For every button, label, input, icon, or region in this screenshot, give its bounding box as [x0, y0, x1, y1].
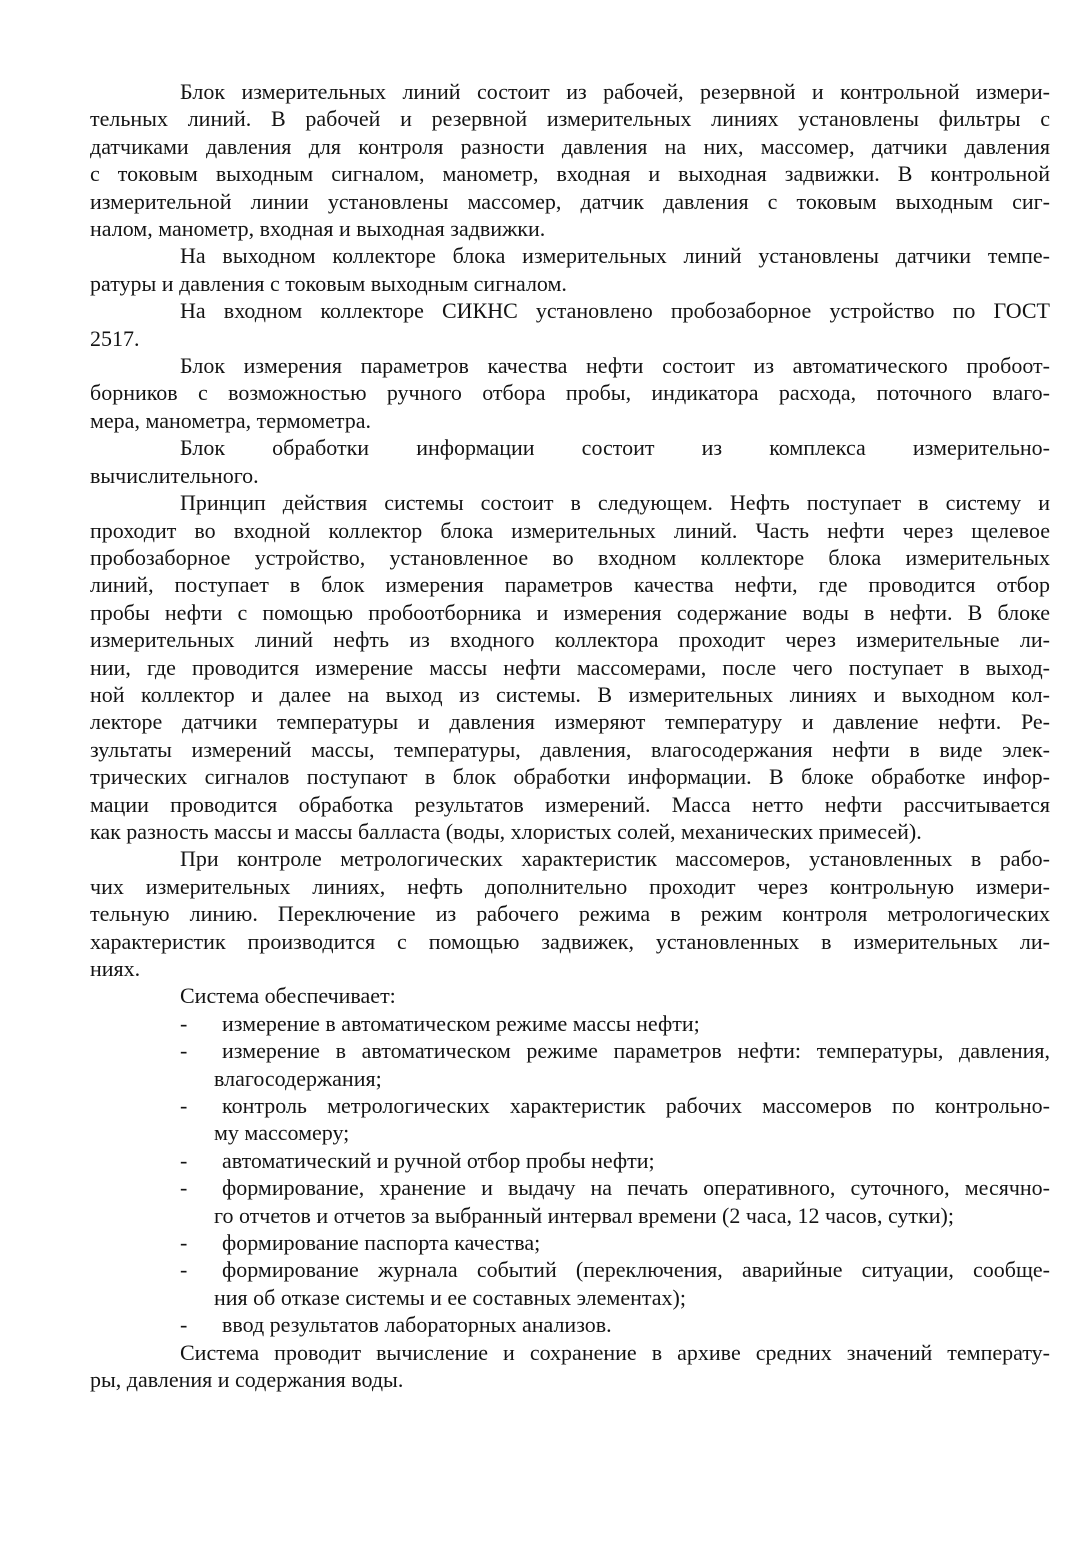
paragraph-line: вычислительного.: [90, 462, 259, 488]
list-dash: -: [180, 1093, 188, 1119]
paragraph-line: тельную линию. Переключение из рабочего режима в режим контроля метрологических: [90, 901, 1050, 927]
paragraph-line: датчиками давления для контроля разности давления на них, массомер, датчики давления: [90, 133, 1050, 159]
paragraph-line: Блок обработки информации состоит из комплекса измерительно-: [180, 435, 1050, 461]
text-block: [90, 78, 1050, 1394]
list-item-line: [90, 1256, 1050, 1283]
list-dash: -: [180, 1010, 188, 1036]
paragraph-line: измерительных линий нефть из входного коллектора проходит через измерительные ли-: [90, 627, 1050, 653]
paragraph-line: Блок измерительных линий состоит из рабочей, резервной и контрольной измери-: [180, 79, 1050, 104]
list-item-text: автоматический и ручной отбор пробы нефти;: [222, 1147, 655, 1173]
paragraph-line: Принцип действия системы состоит в следующем. Нефть поступает в систему и: [180, 490, 1050, 516]
paragraph-line: с токовым выходным сигналом, манометр, входная и выходная задвижки. В контрольной: [90, 161, 1050, 187]
paragraph-line: 2517.: [90, 325, 140, 351]
paragraph-line: пробозаборное устройство, установленное во входном коллекторе блока измерительных: [90, 544, 1050, 570]
list-dash: -: [180, 1257, 188, 1283]
list-item-line: влагосодержания;: [214, 1065, 382, 1091]
list-dash: -: [180, 1230, 188, 1256]
paragraph-line: трических сигналов поступают в блок обработки информации. В блоке обработке инфор-: [90, 764, 1050, 790]
paragraph-line: ной коллектор и далее на выход из системы. В измерительных линиях и выходном кол-: [90, 681, 1050, 707]
list-item-line: го отчетов и отчетов за выбранный интервал времени (2 часа, 12 часов, сутки);: [214, 1202, 954, 1228]
list-item-line: [90, 1092, 1050, 1119]
paragraph-line: налом, манометр, входная и выходная задвижки.: [90, 216, 546, 242]
paragraph-line: мации проводится обработка результатов измерений. Масса нетто нефти рассчитывается: [90, 791, 1050, 817]
list-item-text: измерение в автоматическом режиме массы нефти;: [222, 1010, 700, 1036]
list-item-line: [90, 1147, 1050, 1174]
list-item-line: [90, 1229, 1050, 1256]
list-item-text: формирование журнала событий (переключения, аварийные ситуации, сообще-: [222, 1257, 1050, 1283]
list-item-line: ния об отказе системы и ее составных элементах);: [214, 1284, 686, 1310]
paragraph-line: ры, давления и содержания воды.: [90, 1367, 404, 1393]
paragraph-line: На выходном коллекторе блока измерительных линий установлены датчики темпе-: [180, 243, 1050, 269]
paragraph-line: нии, где проводится измерение массы нефти массомерами, после чего поступает в выход-: [90, 654, 1050, 680]
list-item-text: формирование, хранение и выдачу на печать оперативного, суточного, месячно-: [222, 1175, 1050, 1201]
list-item-text: ввод результатов лабораторных анализов.: [222, 1312, 612, 1338]
list-dash: -: [180, 1312, 188, 1338]
list-item-line: [90, 1010, 1050, 1037]
paragraph-line: лекторе датчики температуры и давления измеряют температуру и давление нефти. Ре-: [90, 709, 1050, 735]
paragraph-line: измерительной линии установлены массомер, датчик давления с токовым выходным сиг-: [90, 188, 1050, 214]
list-item-line: [90, 1311, 1050, 1338]
list-dash: -: [180, 1038, 188, 1064]
list-item-text: измерение в автоматическом режиме параметров нефти: температуры, давления,: [222, 1038, 1050, 1064]
paragraph-line: Блок измерения параметров качества нефти состоит из автоматического пробоот-: [180, 353, 1050, 379]
paragraph-line: пробы нефти с помощью пробоотборника и измерения содержание воды в нефти. В блоке: [90, 599, 1050, 625]
paragraph-line: проходит во входной коллектор блока измерительных линий. Часть нефти через щелевое: [90, 517, 1050, 543]
paragraph-line: линий, поступает в блок измерения параметров качества нефти, где проводится отбор: [90, 572, 1050, 598]
paragraph-line: чих измерительных линиях, нефть дополнительно проходит через контрольную измери-: [90, 873, 1050, 899]
paragraph-line: борников с возможностью ручного отбора пробы, индикатора расхода, поточного влаго-: [90, 380, 1050, 406]
list-dash: -: [180, 1175, 188, 1201]
paragraph-line: характеристик производится с помощью задвижек, установленных в измерительных ли-: [90, 928, 1050, 954]
list-dash: -: [180, 1147, 188, 1173]
paragraph-line: При контроле метрологических характеристик массомеров, установленных в рабо-: [180, 846, 1050, 872]
paragraph-line: ниях.: [90, 956, 141, 981]
list-item-line: [90, 1037, 1050, 1064]
paragraph-line: мера, манометра, термометра.: [90, 407, 372, 433]
paragraph-line: ратуры и давления с токовым выходным сигналом.: [90, 270, 567, 296]
list-item-line: [90, 1174, 1050, 1201]
list-item-line: му массомеру;: [214, 1120, 350, 1146]
list-item-text: контроль метрологических характеристик рабочих массомеров по контрольно-: [222, 1093, 1050, 1119]
paragraph-line: зультаты измерений массы, температуры, давления, влагосодержания нефти в виде элек-: [90, 736, 1050, 762]
paragraph-line: Система обеспечивает:: [180, 983, 396, 1009]
paragraph-line: На входном коллекторе СИКНС установлено пробозаборное устройство по ГОСТ: [180, 298, 1050, 324]
paragraph-line: тельных линий. В рабочей и резервной измерительных линиях установлены фильтры с: [90, 106, 1050, 132]
list-item-text: формирование паспорта качества;: [222, 1230, 541, 1256]
paragraph-line: как разность массы и массы балласта (воды, хлористых солей, механических примесей).: [90, 818, 922, 844]
paragraph-line: Система проводит вычисление и сохранение в архиве средних значений температу-: [180, 1339, 1050, 1365]
